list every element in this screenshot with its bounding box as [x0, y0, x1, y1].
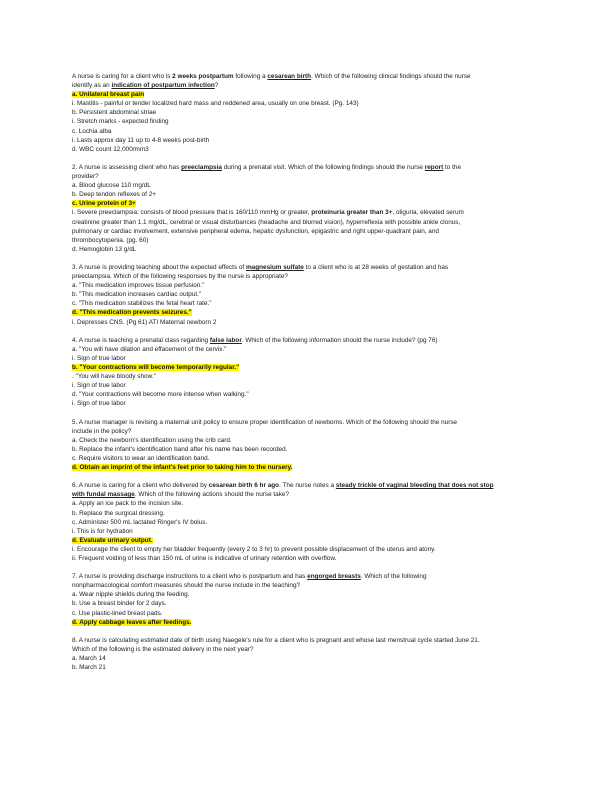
underlined-text: false labor: [209, 336, 242, 344]
answer-text: thrombocytopenia. (pg. 60): [72, 236, 149, 244]
answer-line: [72, 436, 544, 445]
text-run: i. Severe preeclampsia: consists of blood pressure that is 160/110 mmHg or greater,: [72, 209, 312, 217]
correct-answer-line: [72, 363, 544, 372]
text-run: provider?: [72, 173, 99, 181]
question-stem-line: [72, 172, 544, 181]
answer-line: [72, 518, 544, 527]
answer-text: c. "This medication stabilizes the fetal heart rate.": [72, 300, 212, 308]
highlighted-answer: c. Urine protein of 3+: [72, 200, 136, 208]
answer-line: [72, 245, 544, 254]
answer-text: a. March 14: [72, 655, 106, 662]
answer-text: a. Blood glucose 110 mg/dL: [72, 182, 151, 190]
answer-line: [72, 218, 544, 227]
question-stem-line: [72, 272, 544, 281]
answer-line: [72, 372, 544, 381]
answer-text: c. Use plastic-lined breast pads.: [72, 609, 163, 617]
highlighted-answer: d. "This medication prevents seizures.": [72, 309, 192, 317]
answer-line: [72, 554, 544, 563]
text-run: 5. A nurse manager is revising a maternal unit policy to ensure proper identification of newborns. Which of the following should the nurse: [72, 418, 458, 426]
paragraph-gap: [72, 472, 544, 481]
text-run: . Which of the following actions should the nurse take?: [134, 491, 290, 499]
answer-line: [72, 181, 544, 190]
answer-text: d. "Your contractions will become more intense when walking.": [72, 391, 249, 399]
document-page: [72, 72, 544, 672]
answer-line: [72, 527, 544, 536]
question-stem-line: [72, 81, 544, 90]
correct-answer-line: [72, 463, 544, 472]
answer-line: [72, 145, 544, 154]
answer-text: i. This is for hydration: [72, 527, 133, 535]
highlighted-answer: d. Evaluate urinary output.: [72, 536, 153, 544]
answer-text: b. Deep tendon reflexes of 2+: [72, 191, 157, 199]
answer-text: d. Hemoglobin 13 g/dL: [72, 245, 137, 253]
text-run: following a: [233, 73, 268, 80]
answer-text: b. March 21: [72, 664, 106, 672]
text-run: during a prenatal visit. Which of the following findings should the nurse: [221, 163, 425, 171]
answer-line: [72, 381, 544, 390]
paragraph-gap: [72, 563, 544, 572]
text-run: 3. A nurse is providing teaching about the expected effects of: [72, 263, 246, 271]
question-stem-line: [72, 418, 544, 427]
question-stem-line: [72, 336, 544, 345]
answer-text: ii. Frequent voiding of less than 150 mL of urine is indicative of urinary retention with overflow.: [72, 554, 337, 562]
answer-line: [72, 236, 544, 245]
answer-line: [72, 609, 544, 618]
question-stem-line: [72, 72, 544, 81]
text-run: . Which of the following clinical findings should the nurse: [311, 73, 471, 80]
underlined-text: cesarean birth: [267, 73, 312, 80]
text-run: 6. A nurse is caring for a client who delivered by: [72, 482, 209, 490]
answer-text: i. Mastitis - painful or tender localized hard mass and reddened area, usually on one breast. (Pg. 143): [72, 100, 359, 108]
correct-answer-line: [72, 536, 544, 545]
text-run: 7. A nurse is providing discharge instructions to a client who is postpartum and has: [72, 573, 308, 581]
answer-text: c. Lochia alba: [72, 127, 112, 135]
answer-text: c. Require visitors to wear an identification band.: [72, 454, 210, 462]
question-stem-line: [72, 581, 544, 590]
underlined-text: magnesium sulfate: [245, 263, 304, 271]
answer-text: b. Use a breast binder for 2 days.: [72, 600, 167, 608]
answer-line: [72, 590, 544, 599]
answer-text: i. Sign of true labor: [72, 382, 126, 390]
text-run: to a client who is at 28 weeks of gestation and has: [303, 263, 449, 271]
answer-line: [72, 299, 544, 308]
correct-answer-line: [72, 308, 544, 317]
question-stem-line: [72, 645, 544, 654]
answer-line: [72, 390, 544, 399]
answer-text: creatinine greater than 1.1 mg/dL, cerebral or visual disturbances (headache and blurred vision), hyperreflexia with possible ankle clonus,: [72, 218, 461, 226]
highlighted-answer: b. "Your contractions will become temporarily regular.": [72, 364, 240, 371]
answer-line: [72, 663, 544, 672]
text-run: Which of the following is the estimated delivery in the next year?: [72, 645, 254, 653]
answer-line: [72, 281, 544, 290]
answer-line: [72, 399, 544, 408]
answer-line: [72, 654, 544, 663]
bold-text: cesarean birth 6 hr ago: [208, 482, 280, 490]
answer-text: i. Depresses CNS. (Pg 61) ATI Maternal newborn 2: [72, 318, 217, 326]
answer-text: i. Lasts approx day 11 up to 4-8 weeks post-birth: [72, 136, 210, 144]
question-stem-line: [72, 481, 544, 490]
answer-line: [72, 499, 544, 508]
correct-answer-line: [72, 199, 544, 208]
paragraph-gap: [72, 627, 544, 636]
underlined-text: indication of postpartum infection: [111, 82, 215, 90]
answer-text: i. Stretch marks - expected finding: [72, 118, 169, 126]
text-run: 2. A nurse is assessing client who has: [72, 163, 182, 171]
text-run: include in the policy?: [72, 427, 132, 435]
answer-line: [72, 354, 544, 363]
answer-line: [72, 509, 544, 518]
answer-line: [72, 99, 544, 108]
answer-line: [72, 227, 544, 236]
text-run: 4. A nurse is teaching a prenatal class regarding: [72, 336, 210, 344]
answer-text: i. Sign of true labor: [72, 354, 126, 362]
answer-line: [72, 136, 544, 145]
answer-line: [72, 127, 544, 136]
answer-line: [72, 345, 544, 354]
answer-line: [72, 190, 544, 199]
text-run: 8. A nurse is calculating estimated date of birth using Naegele's rule for a client who is pregnant and whose last menstrual cycle started June 21.: [72, 636, 480, 644]
answer-text: a. Check the newborn's identification using the crib card.: [72, 436, 232, 444]
correct-answer-line: [72, 618, 544, 627]
answer-text: b. "This medication increases cardiac output.": [72, 291, 202, 299]
underlined-text: engorged breasts: [307, 573, 361, 581]
answer-text: i. Sign of true labor: [72, 400, 126, 408]
answer-line: [72, 454, 544, 463]
answer-text: b. Persistent abdominal striae: [72, 109, 157, 117]
answer-text: pulmonary or cardiac involvement, extensive peripheral edema, hepatic dysfunction, epigastric and right upper-quadrant pain, and: [72, 227, 439, 235]
question-stem-line: [72, 163, 544, 172]
text-run: ?: [214, 82, 219, 90]
answer-line: [72, 545, 544, 554]
answer-line: [72, 117, 544, 126]
answer-line: [72, 208, 544, 217]
highlighted-answer: d. Apply cabbage leaves after feedings.: [72, 618, 192, 626]
underlined-text: preeclampsia: [181, 163, 222, 171]
highlighted-answer: a. Unilateral breast pain: [72, 91, 145, 99]
paragraph-gap: [72, 408, 544, 417]
text-run: . The nurse notes a: [279, 482, 336, 490]
answer-line: [72, 290, 544, 299]
answer-line: [72, 318, 544, 327]
question-stem-line: [72, 572, 544, 581]
answer-text: b. Replace the surgical dressing.: [72, 509, 165, 517]
paragraph-gap: [72, 254, 544, 263]
bold-text: proteinuria greater than 3+: [311, 209, 393, 217]
underlined-text: with fundal massage: [72, 491, 135, 499]
answer-text: a. "This medication improves tissue perfusion.": [72, 282, 205, 290]
answer-line: [72, 445, 544, 454]
answer-text: a. "You will have dilation and effacement of the cervix.": [72, 345, 227, 353]
text-run: to the: [443, 163, 461, 171]
highlighted-answer: d. Obtain an imprint of the infant's feet prior to taking him to the nursery.: [72, 464, 293, 472]
question-stem-line: [72, 263, 544, 272]
text-run: . Which of the following information should the nurse include? (pg 76): [241, 336, 438, 344]
underlined-text: steady trickle of vaginal bleeding that does not stop: [335, 482, 494, 490]
text-run: . Which of the following: [360, 573, 427, 581]
answer-text: . "You will have bloody show.": [72, 373, 156, 381]
bold-text: 2 weeks postpartum: [172, 73, 234, 80]
question-stem-line: [72, 490, 544, 499]
answer-text: d. WBC count 12,000/mm3: [72, 145, 149, 153]
text-run: identify as an: [72, 82, 112, 90]
answer-line: [72, 599, 544, 608]
question-stem-line: [72, 636, 544, 645]
text-run: A nurse is caring for a client who is: [72, 73, 173, 80]
text-run: , oliguria, elevated serum: [392, 209, 464, 217]
underlined-text: report: [424, 163, 444, 171]
answer-text: b. Replace the infant's identification band after his name has been recorded.: [72, 445, 288, 453]
answer-line: [72, 108, 544, 117]
answer-text: c. Administer 500 mL lactated Ringer's IV bolus.: [72, 518, 208, 526]
correct-answer-line: [72, 90, 544, 99]
paragraph-gap: [72, 327, 544, 336]
answer-text: i. Encourage the client to empty her bladder frequently (every 2 to 3 hr) to prevent possible displacement of the uterus and atony.: [72, 545, 436, 553]
answer-text: a. Wear nipple shields during the feeding.: [72, 591, 190, 599]
question-stem-line: [72, 427, 544, 436]
answer-text: a. Apply an ice pack to the incision site.: [72, 500, 184, 508]
text-run: preeclampsia. Which of the following responses by the nurse is appropriate?: [72, 273, 288, 281]
paragraph-gap: [72, 154, 544, 163]
text-run: nonpharmacological comfort measures should the nurse include in the teaching?: [72, 582, 301, 590]
